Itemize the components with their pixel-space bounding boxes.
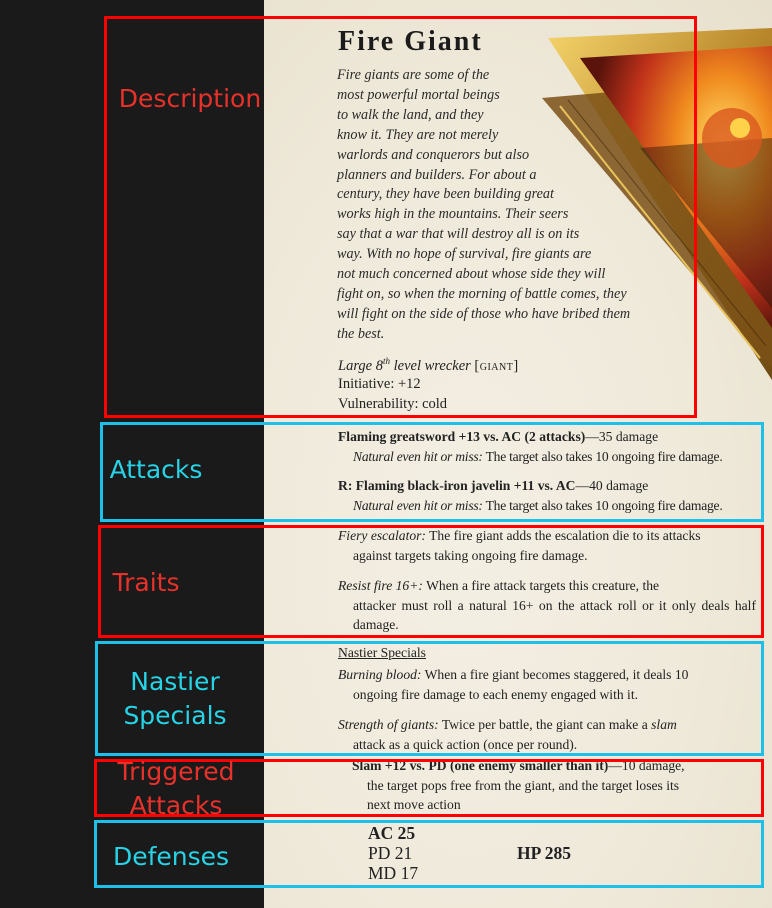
- special-text: When a fire giant becomes staggered, it deals 10: [421, 667, 689, 682]
- attack-trigger: Natural even hit or miss:: [353, 497, 483, 513]
- special-text-continued: ongoing fire damage to each enemy engaged with it.: [353, 686, 638, 702]
- special-text-continued: attack as a quick action (once per round).: [353, 736, 578, 752]
- description-line: Fire giants are some of the: [337, 67, 490, 83]
- attack-name: Flaming greatsword +13 vs. AC (2 attacks): [338, 429, 586, 444]
- triggered-damage: —10 damage,: [608, 758, 685, 773]
- creature-type: [giant]: [474, 357, 519, 374]
- nastier-annotation-label-line2: Specials: [123, 701, 227, 730]
- role: level wrecker: [393, 357, 471, 374]
- defenses-annotation-label: Defenses: [112, 842, 230, 871]
- trait-name: Fiery escalator:: [338, 528, 426, 543]
- physical-defense: PD 21: [368, 843, 413, 863]
- special-name: Burning blood:: [338, 667, 422, 682]
- hit-points: HP 285: [517, 843, 571, 863]
- initiative: Initiative: +12: [338, 376, 421, 392]
- size-level: Large 8: [338, 357, 383, 374]
- attack-effect: The target also takes 10 ongoing fire damage.: [482, 497, 723, 513]
- description-annotation-box: [104, 16, 697, 418]
- attack-name: R: Flaming black-iron javelin +11 vs. AC: [338, 478, 576, 493]
- monster-title: Fire Giant: [338, 26, 483, 57]
- trait-text-continued: against targets taking ongoing fire damage.: [353, 547, 588, 563]
- attack-effect: The target also takes 10 ongoing fire damage.: [482, 448, 723, 464]
- nastier-annotation-label-line1: Nastier: [130, 667, 220, 696]
- level-ordinal: th: [382, 356, 390, 366]
- description-annotation-label: Description: [118, 84, 262, 113]
- trait-text: The fire giant adds the escalation die to its attacks: [425, 528, 701, 543]
- attack-damage: —40 damage: [575, 478, 649, 493]
- traits-annotation-box: [98, 525, 764, 638]
- trait-text: When a fire attack targets this creature, the: [422, 578, 660, 593]
- triggered-effect: the target pops free from the giant, and the target loses its: [367, 777, 680, 793]
- description-line: warlords and conquerors but also: [337, 146, 530, 163]
- description-line: planners and builders. For about a: [337, 166, 537, 183]
- description-line: not much concerned about whose side they will: [337, 266, 606, 283]
- triggered-effect-continued: next move action: [367, 797, 461, 812]
- mental-defense: MD 17: [368, 863, 419, 883]
- armor-class: AC 25: [368, 823, 416, 843]
- triggered-annotation-label-line2: Attacks: [129, 791, 223, 820]
- nastier-specials-heading: Nastier Specials: [338, 645, 426, 660]
- description-line: way. With no hope of survival, fire giants are: [337, 246, 592, 263]
- trait-text-continued: attacker must roll a natural 16+ on the attack roll or it only deals half damage.: [353, 597, 756, 632]
- description-line: say that a war that will destroy all is on its: [337, 226, 580, 243]
- traits-annotation-label: Traits: [112, 568, 180, 597]
- description-line: to walk the land, and they: [337, 106, 484, 123]
- description-line: will fight on the side of those who have bribed them: [337, 305, 631, 322]
- description-line: century, they have been building great: [337, 186, 554, 203]
- attacks-annotation-label: Attacks: [109, 455, 203, 484]
- triggered-annotation-label-line1: Triggered: [117, 757, 235, 786]
- special-text: Twice per battle, the giant can make a: [438, 717, 652, 732]
- description-line: works high in the mountains. Their seers: [337, 206, 569, 223]
- trait-name: Resist fire 16+:: [338, 578, 423, 593]
- vulnerability: Vulnerability: cold: [338, 396, 448, 412]
- triggered-name: Slam +12 vs. PD (one enemy smaller than it): [352, 758, 609, 773]
- description-line: the best.: [337, 325, 385, 342]
- attack-damage: —35 damage: [585, 429, 659, 444]
- special-name: Strength of giants:: [338, 717, 439, 732]
- description-line: fight on, so when the morning of battle comes, they: [337, 285, 627, 302]
- attack-trigger: Natural even hit or miss:: [353, 448, 483, 464]
- slam-term: slam: [651, 717, 677, 732]
- description-line: most powerful mortal beings: [337, 86, 500, 103]
- description-line: know it. They are not merely: [337, 126, 499, 143]
